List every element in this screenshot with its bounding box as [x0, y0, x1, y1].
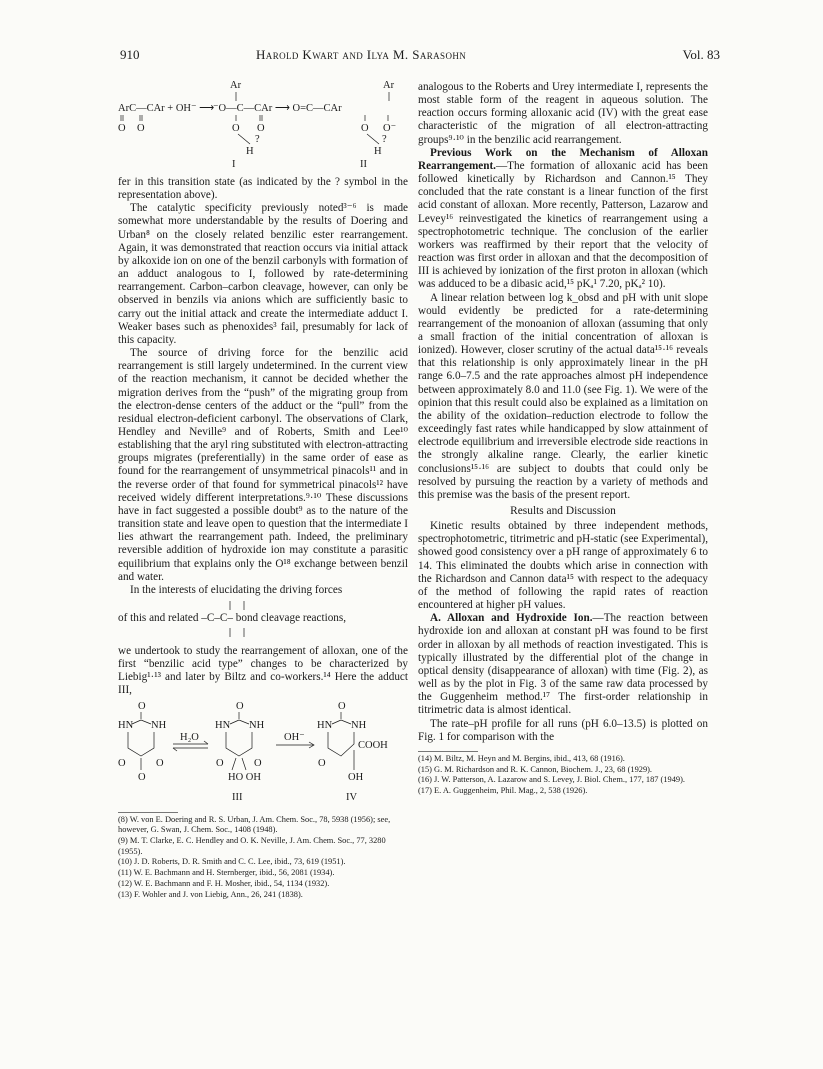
scheme1-o3: O — [232, 123, 240, 134]
alloxan-o-top: O — [138, 700, 146, 712]
footnote-15: (15) G. M. Richardson and R. K. Cannon, Biochem. J., 23, 68 (1929). — [418, 764, 653, 774]
footnote-14: (14) M. Biltz, M. Heyn and M. Bergins, ibid., 413, 68 (1916). — [418, 753, 625, 763]
alloxan-o-bottom: O — [138, 771, 146, 783]
label-II: II — [360, 159, 367, 170]
alloxan-nh: NH — [151, 719, 167, 731]
right-paragraph-5 — [418, 612, 708, 717]
h2o-label: H₂O — [180, 731, 199, 743]
left-paragraph-4b: of this and related –C–C– bond cleavage reactions, — [118, 612, 347, 624]
scheme-alloxan — [118, 700, 408, 806]
scheme-alloxan-drawing — [118, 700, 408, 806]
scheme-benzil-adduct-drawing — [118, 78, 408, 172]
footnote-12: (12) W. E. Bachmann and F. H. Mosher, ibid., 54, 1134 (1932). — [118, 878, 330, 888]
acid-cooh: COOH — [358, 739, 388, 751]
label-IV: IV — [346, 791, 358, 803]
footnotes-right — [418, 754, 708, 797]
scheme-benzil-adduct — [118, 78, 408, 172]
cc-bond-inline — [118, 597, 408, 645]
footnotes-left — [118, 815, 408, 901]
scheme1-ar1: Ar — [230, 80, 242, 91]
left-paragraph-4a: In the interests of elucidating the driving forces — [130, 583, 343, 596]
scheme1-o1: O — [118, 123, 126, 134]
adduct-hn: HN — [215, 719, 231, 731]
scheme1-o4: O — [257, 123, 265, 134]
footnote-8: (8) W. von E. Doering and R. S. Urban, J. Am. Chem. Soc., 78, 5938 (1956); see, however, G. Swan, J. Chem. Soc., 1408 (1948). — [118, 814, 391, 835]
footnote-16: (16) J. W. Patterson, A. Lazarow and S. Levey, J. Biol. Chem., 177, 187 (1949). — [418, 775, 685, 785]
scheme1-o5: O — [361, 123, 369, 134]
footnote-13: (13) F. Wohler and J. von Liebig, Ann., 26, 241 (1838). — [118, 889, 303, 899]
scheme1-h2: H — [374, 146, 382, 157]
left-paragraph-3: The source of driving force for the benzilic acid rearrangement is still largely undetermined. In the current view of the reaction mechanism, it cannot be decided whether the migration derives from the “push” of the migrating group from the electron-dense centers of the adduct or the “pull” from the residual electron-deficient carbonyl. The observations of Clark, Hendley and Neville⁹ and of Roberts, Smith and Lee¹⁰ establishing that the aryl ring substituted with electron-attracting groups migrates (preferentially) in the same order of ease as found for the rearrangement of unsymmetrical pinacols¹¹ and in the reverse order of that found for symmetrical pinacols¹² have received widely different interpretations.⁹·¹⁰ These discussions have in fact suggested a possible doubt⁹ as to the nature of the transition state and leave open to question that the intermediate I lies athwart the rearrangement path. Indeed, the preliminary reversible addition of hydroxide ion may constitute a parasitic equilibrium that explains only the O¹⁸ exchange between benzil and water. — [118, 347, 408, 583]
scheme1-o2: O — [137, 123, 145, 134]
acid-oh: OH — [348, 771, 364, 783]
right-paragraph-2-text: —The formation of alloxanic acid has been followed kinetically by Richardson and Cannon.¹⁵ They concluded that the rate constant is a linear function of the first acid constant of alloxan. More recently, Patterson, Lazarow and Levey¹⁶ reinvestigated the kinetics of rearrangement using a spectrophotometric technique. The conclusion of the earlier workers was reaffirmed by their report that the velocity of reaction was first order in alloxan and that the decomposition of III is achieved by ionization of the first proton in alloxan (which was adduced to be a dibasic acid,¹⁵ pKₐ¹ 7.20, pKₐ² 10). — [418, 159, 708, 291]
footnote-17: (17) E. A. Guggenheim, Phil. Mag., 2, 538 (1926). — [418, 785, 588, 795]
label-I: I — [232, 159, 236, 170]
adduct-nh: NH — [249, 719, 265, 731]
alloxan-o-left: O — [118, 757, 126, 769]
heading-previous-work: Previous Work on the Mechanism of Alloxan Rearrangement. — [418, 146, 708, 172]
acid-o-left: O — [318, 757, 326, 769]
left-paragraph-4c: we undertook to study the rearrangement of alloxan, one of the first “benzilic acid type” changes to be characterized by Liebig¹·¹³ and later by Biltz and co-workers.¹⁴ Here the adduct III, — [118, 645, 408, 697]
alloxan-o-right: O — [156, 757, 164, 769]
right-paragraph-1: analogous to the Roberts and Urey intermediate I, represents the most stable form of the reagent in aqueous solution. The reaction occurs forming alloxanic acid (IV) with the great ease characteristic of the migration of all electron-attracting groups⁹·¹⁰ in the benzilic acid rearrangement. — [418, 81, 708, 146]
volume-label: Vol. 83 — [682, 47, 720, 62]
acid-o-top: O — [338, 700, 346, 712]
right-paragraph-2 — [418, 147, 708, 292]
section-results: Results and Discussion — [510, 505, 616, 517]
heading-alloxan-hydroxide: A. Alloxan and Hydroxide Ion. — [430, 612, 593, 625]
acid-hn: HN — [317, 719, 333, 731]
running-head: Harold Kwart and Ilya M. Sarasohn — [256, 47, 467, 62]
page-number: 910 — [120, 47, 140, 62]
label-III: III — [232, 791, 243, 803]
acid-nh: NH — [351, 719, 367, 731]
adduct-o-right: O — [254, 757, 262, 769]
scheme1-lhs: ArC—CAr + OH⁻ ⟶ — [118, 103, 215, 114]
ohm-label: OH⁻ — [284, 731, 305, 743]
scheme1-o6: O⁻ — [383, 123, 397, 134]
footnote-rule-left — [118, 812, 178, 813]
footnote-10: (10) J. D. Roberts, D. R. Smith and C. C. Lee, ibid., 73, 619 (1951). — [118, 857, 346, 867]
left-column — [118, 78, 408, 900]
alloxan-hn: HN — [118, 719, 134, 731]
footnote-11: (11) W. E. Bachmann and H. Sternberger, ibid., 56, 2081 (1934). — [118, 868, 335, 878]
footnote-9: (9) M. T. Clarke, E. C. Hendley and O. K. Neville, J. Am. Chem. Soc., 77, 3280 (1955). — [118, 836, 386, 856]
adduct-o-top: O — [236, 700, 244, 712]
right-paragraph-3: A linear relation between log k_obsd and pH with unit slope would evidently be predicted for a rate-determining rearrangement of the monoanion of alloxan (assuming that only a small fraction of the initial concentration of alloxan is ionized). However, closer scrutiny of the actual data¹⁵·¹⁶ reveals that this relationship is only approximately linear in the pH range 6.0–7.5 and the rate approaches almost pH independence between approximately 8.0 and 11.0 (see Fig. 1). We were of the opinion that this result could also be explained as a limitation on the ability of the oxidation–reduction electrode to follow the exceedingly fast rates while handicapped by slow attainment of electrode equilibrium and irreversible electrode side reactions in the strongly alkaline range. Clearly, the earlier kinetic conclusions¹⁵·¹⁶ are subject to doubts that could only be resolved by pursuing the reaction by a variety of methods and this premise was the basis of the present report. — [418, 291, 708, 501]
right-paragraph-4: Kinetic results obtained by three independent methods, spectrophotometric, titrimetric and pH-static (see Experimental), showed good consistency over a pH range of approximately 6 to 14. This eliminated the doubts which arise in connection with the Richardson and Cannon data¹⁵ with respect to the adequacy of the method of following the rapid rates of reaction encountered at higher pH values. — [418, 520, 708, 612]
page-header — [120, 47, 720, 65]
footnote-rule-right — [418, 751, 478, 752]
scheme1-middle: ⁻O—C—CAr ⟶ O=C—CAr — [213, 103, 342, 114]
scheme1-q1: ? — [255, 134, 260, 145]
right-paragraph-6: The rate–pH profile for all runs (pH 6.0–13.5) is plotted on Fig. 1 for comparison with the — [418, 717, 708, 743]
left-paragraph-2: The catalytic specificity previously noted³⁻⁶ is made somewhat more understandable by the results of Doering and Urban⁸ on the closely related benzilic ester rearrangement. Again, it was demonstrated that reaction occurs via initial attack by alkoxide ion on one of the benzil carbonyls with formation of an adduct analogous to I, followed by rate-determining rearrangement. Carbon–carbon cleavage, however, can only be observed in benzils via anions which are sufficiently basic to carry out the initial attack and create the intermediate adduct I. Weaker bases such as phenoxides³ fail, presumably for lack of this capacity. — [118, 202, 408, 346]
scheme1-h1: H — [246, 146, 254, 157]
adduct-hooh: HO OH — [228, 771, 261, 783]
scheme1-q2: ? — [382, 134, 387, 145]
left-paragraph-1: fer in this transition state (as indicated by the ? symbol in the representation above). — [118, 176, 408, 202]
adduct-o-left: O — [216, 757, 224, 769]
scheme1-ar2: Ar — [383, 80, 395, 91]
right-paragraph-5-text: —The reaction between hydroxide ion and alloxan at constant pH was found to be first order in alloxan by all methods of reaction investigated. This is typically illustrated by the differential plot of the change in optical density (disappearance of alloxan) with time (Fig. 2), as well as by the plot in Fig. 3 of the same raw data processed by the Guggenheim method.¹⁷ The first-order relationship in titrimetric data is almost identical. — [418, 612, 708, 717]
right-column — [418, 81, 708, 797]
